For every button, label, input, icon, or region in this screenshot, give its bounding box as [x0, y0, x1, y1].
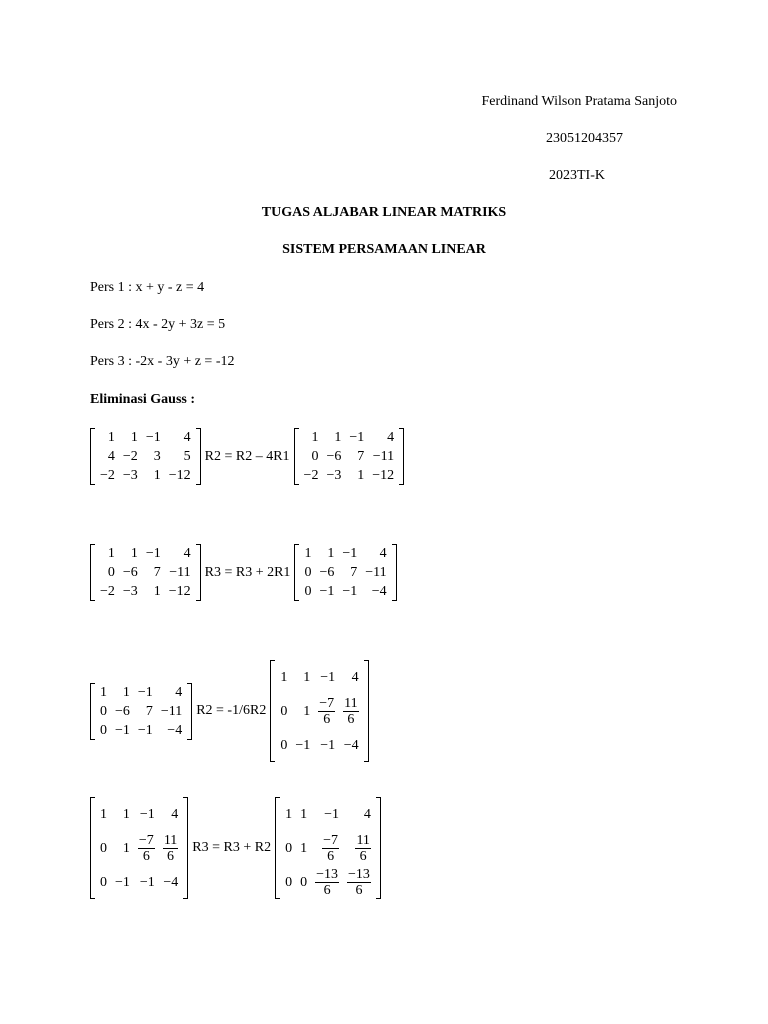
matrix-cell: −1 [139, 806, 155, 822]
matrix-cell: −4 [371, 584, 387, 599]
matrix-row [96, 466, 195, 485]
matrix-after [270, 660, 368, 762]
matrix-cell: −2 [303, 468, 319, 483]
fraction-numerator: −13 [348, 866, 370, 882]
document-subtitle: SISTEM PERSAMAAN LINEAR [282, 242, 486, 257]
step-3 [90, 660, 369, 762]
matrix-before [90, 683, 192, 740]
matrix-cell: −1 [295, 737, 311, 753]
matrix-cell: −6 [122, 565, 138, 580]
fraction [322, 833, 339, 864]
matrix-cell: 5 [183, 449, 191, 464]
fraction [138, 833, 155, 864]
matrix-row [96, 865, 182, 899]
matrix-cell: 4 [107, 449, 115, 464]
matrix-cell: −1 [342, 584, 358, 599]
matrix-row [276, 728, 362, 762]
fraction-denominator: 6 [167, 848, 175, 864]
matrix-cell: 4 [363, 806, 371, 822]
matrix-cell: 1 [107, 546, 115, 561]
matrix-cell: −3 [122, 584, 138, 599]
matrix-cell: 7 [153, 565, 161, 580]
matrix-cell: −3 [326, 468, 342, 483]
matrix-cell: −1 [319, 584, 335, 599]
matrix-row [300, 582, 390, 601]
matrix-row [96, 428, 195, 447]
step-2 [90, 544, 397, 601]
fraction [318, 696, 335, 727]
matrix-cell: −1 [324, 806, 340, 822]
matrix-cell: 1 [100, 684, 107, 700]
matrix-before [90, 544, 201, 601]
matrix-before [90, 428, 201, 485]
matrix-cell: 4 [175, 684, 183, 700]
matrix-cell: −1 [342, 546, 358, 561]
matrix-row [276, 660, 362, 694]
matrix-cell: −11 [365, 565, 387, 580]
matrix-cell: −1 [115, 874, 130, 890]
matrix-cell: −11 [160, 703, 183, 719]
fraction-numerator: −7 [138, 832, 154, 848]
matrix-row [96, 544, 195, 563]
matrix-row [281, 797, 375, 831]
fraction-denominator: 6 [323, 882, 331, 898]
matrix-cell: 3 [153, 449, 161, 464]
matrix-row [300, 544, 390, 563]
matrix-cell: −2 [100, 584, 115, 599]
matrix-cell: 1 [130, 430, 138, 445]
matrix-cell: 1 [327, 546, 335, 561]
matrix-cell: 1 [311, 430, 319, 445]
matrix-cell: 1 [130, 546, 138, 561]
matrix-cell: 1 [122, 806, 130, 822]
matrix-cell: 7 [145, 703, 153, 719]
document-title: TUGAS ALJABAR LINEAR MATRIKS [261, 205, 507, 220]
matrix-row [300, 428, 399, 447]
fraction-numerator: −7 [323, 832, 339, 848]
matrix-before [90, 797, 188, 899]
matrix-cell: 4 [171, 806, 179, 822]
matrix-cell: −4 [343, 737, 359, 753]
matrix-row [96, 563, 195, 582]
matrix-cell: −1 [320, 669, 336, 685]
matrix-cell: 0 [300, 874, 308, 890]
matrix-row [96, 582, 195, 601]
author-name: Ferdinand Wilson Pratama Sanjoto [481, 94, 677, 109]
matrix-cell: 4 [387, 430, 395, 445]
matrix-cell: 1 [304, 546, 312, 561]
fraction [163, 833, 178, 864]
matrix-cell: −12 [372, 468, 395, 483]
fraction-numerator: −13 [316, 866, 339, 882]
matrix-cell: −6 [326, 449, 342, 464]
matrix-cell: 7 [357, 449, 365, 464]
matrix-cell: −1 [137, 722, 153, 738]
matrix-after [294, 428, 405, 485]
step-1 [90, 428, 404, 485]
matrix-cell: −11 [372, 449, 395, 464]
matrix-cell: −4 [163, 874, 179, 890]
row-operation: R3 = R3 + 2R1 [204, 564, 291, 580]
fraction-numerator: −7 [319, 695, 335, 711]
matrix-row [300, 447, 399, 466]
fraction-denominator: 6 [142, 848, 150, 864]
matrix-cell: 4 [183, 430, 191, 445]
matrix-cell: 0 [285, 874, 293, 890]
matrix-cell [343, 865, 375, 899]
matrix-row [96, 797, 182, 831]
matrix-cell: −1 [349, 430, 365, 445]
matrix-cell [134, 831, 159, 865]
matrix-row [96, 721, 186, 740]
matrix-cell: 4 [379, 546, 387, 561]
matrix-row [300, 466, 399, 485]
matrix-cell: 0 [311, 449, 319, 464]
matrix-cell: 0 [304, 584, 312, 599]
matrix-cell: −2 [100, 468, 115, 483]
matrix-row [276, 694, 362, 728]
matrix-cell: 1 [303, 703, 311, 719]
matrix-cell: −12 [168, 468, 191, 483]
matrix-row [281, 865, 375, 899]
matrix-cell: 1 [334, 430, 342, 445]
matrix-cell: 0 [304, 565, 312, 580]
matrix-row [96, 831, 182, 865]
fraction-denominator: 6 [323, 711, 331, 727]
matrix-cell: −11 [169, 565, 191, 580]
matrix-cell: 4 [351, 669, 359, 685]
matrix-cell: 1 [300, 806, 308, 822]
fraction-denominator: 6 [327, 848, 335, 864]
matrix-cell: 0 [100, 874, 107, 890]
equation-3: Pers 3 : -2x - 3y + z = -12 [90, 354, 235, 369]
matrix-cell: −1 [145, 430, 161, 445]
matrix-cell: 1 [280, 669, 288, 685]
fraction-denominator: 6 [347, 711, 355, 727]
matrix-row [300, 563, 390, 582]
matrix-cell: −1 [145, 546, 161, 561]
fraction-numerator: 11 [356, 832, 370, 848]
matrix-cell: −1 [115, 722, 130, 738]
matrix-cell: −12 [168, 584, 191, 599]
equation-1: Pers 1 : x + y - z = 4 [90, 280, 205, 295]
matrix-cell: 0 [107, 565, 115, 580]
matrix-cell: 0 [280, 703, 288, 719]
matrix-cell: 1 [122, 684, 130, 700]
section-label: Eliminasi Gauss : [90, 392, 196, 407]
matrix-cell: 1 [153, 468, 161, 483]
matrix-cell: 1 [300, 840, 308, 856]
matrix-cell: −1 [320, 737, 336, 753]
matrix-cell: 0 [100, 722, 107, 738]
matrix-cell: 0 [100, 840, 107, 856]
matrix-cell [159, 831, 182, 865]
matrix-cell: 0 [280, 737, 288, 753]
fraction [355, 833, 370, 864]
matrix-cell [311, 865, 343, 899]
student-id: 23051204357 [546, 131, 623, 146]
matrix-cell: −4 [167, 722, 183, 738]
matrix-row [281, 831, 375, 865]
matrix-cell: 1 [285, 806, 293, 822]
matrix-after [275, 797, 381, 899]
matrix-cell [314, 694, 339, 728]
matrix-cell: 4 [183, 546, 191, 561]
matrix-cell: −3 [122, 468, 138, 483]
row-operation: R3 = R3 + R2 [192, 840, 272, 855]
matrix-cell: −2 [122, 449, 138, 464]
fraction [347, 867, 371, 898]
matrix-cell: 1 [100, 806, 107, 822]
matrix-cell: 0 [100, 703, 107, 719]
matrix-cell: 1 [153, 584, 161, 599]
row-operation: R2 = -1/6R2 [196, 703, 267, 718]
fraction-denominator: 6 [355, 882, 363, 898]
fraction-numerator: 11 [163, 832, 178, 848]
equation-2: Pers 2 : 4x - 2y + 3z = 5 [90, 317, 226, 332]
matrix-cell: −1 [139, 874, 155, 890]
matrix-cell: −6 [319, 565, 335, 580]
fraction [315, 867, 339, 898]
matrix-cell: −6 [115, 703, 130, 719]
fraction-denominator: 6 [359, 848, 367, 864]
row-operation: R2 = R2 – 4R1 [204, 448, 290, 464]
matrix-cell: 1 [357, 468, 365, 483]
matrix-cell [311, 831, 343, 865]
matrix-row [96, 683, 186, 702]
matrix-cell: −1 [137, 684, 153, 700]
class-code: 2023TI-K [549, 168, 605, 183]
fraction [343, 696, 358, 727]
matrix-cell: 0 [285, 840, 293, 856]
fraction-numerator: 11 [344, 695, 358, 711]
matrix-cell: 1 [122, 840, 130, 856]
matrix-cell [339, 694, 362, 728]
matrix-cell [343, 831, 375, 865]
matrix-after [294, 544, 396, 601]
matrix-row [96, 447, 195, 466]
matrix-cell: 7 [350, 565, 358, 580]
matrix-cell: 1 [303, 669, 311, 685]
matrix-cell: 1 [107, 430, 115, 445]
step-4 [90, 797, 381, 899]
matrix-row [96, 702, 186, 721]
